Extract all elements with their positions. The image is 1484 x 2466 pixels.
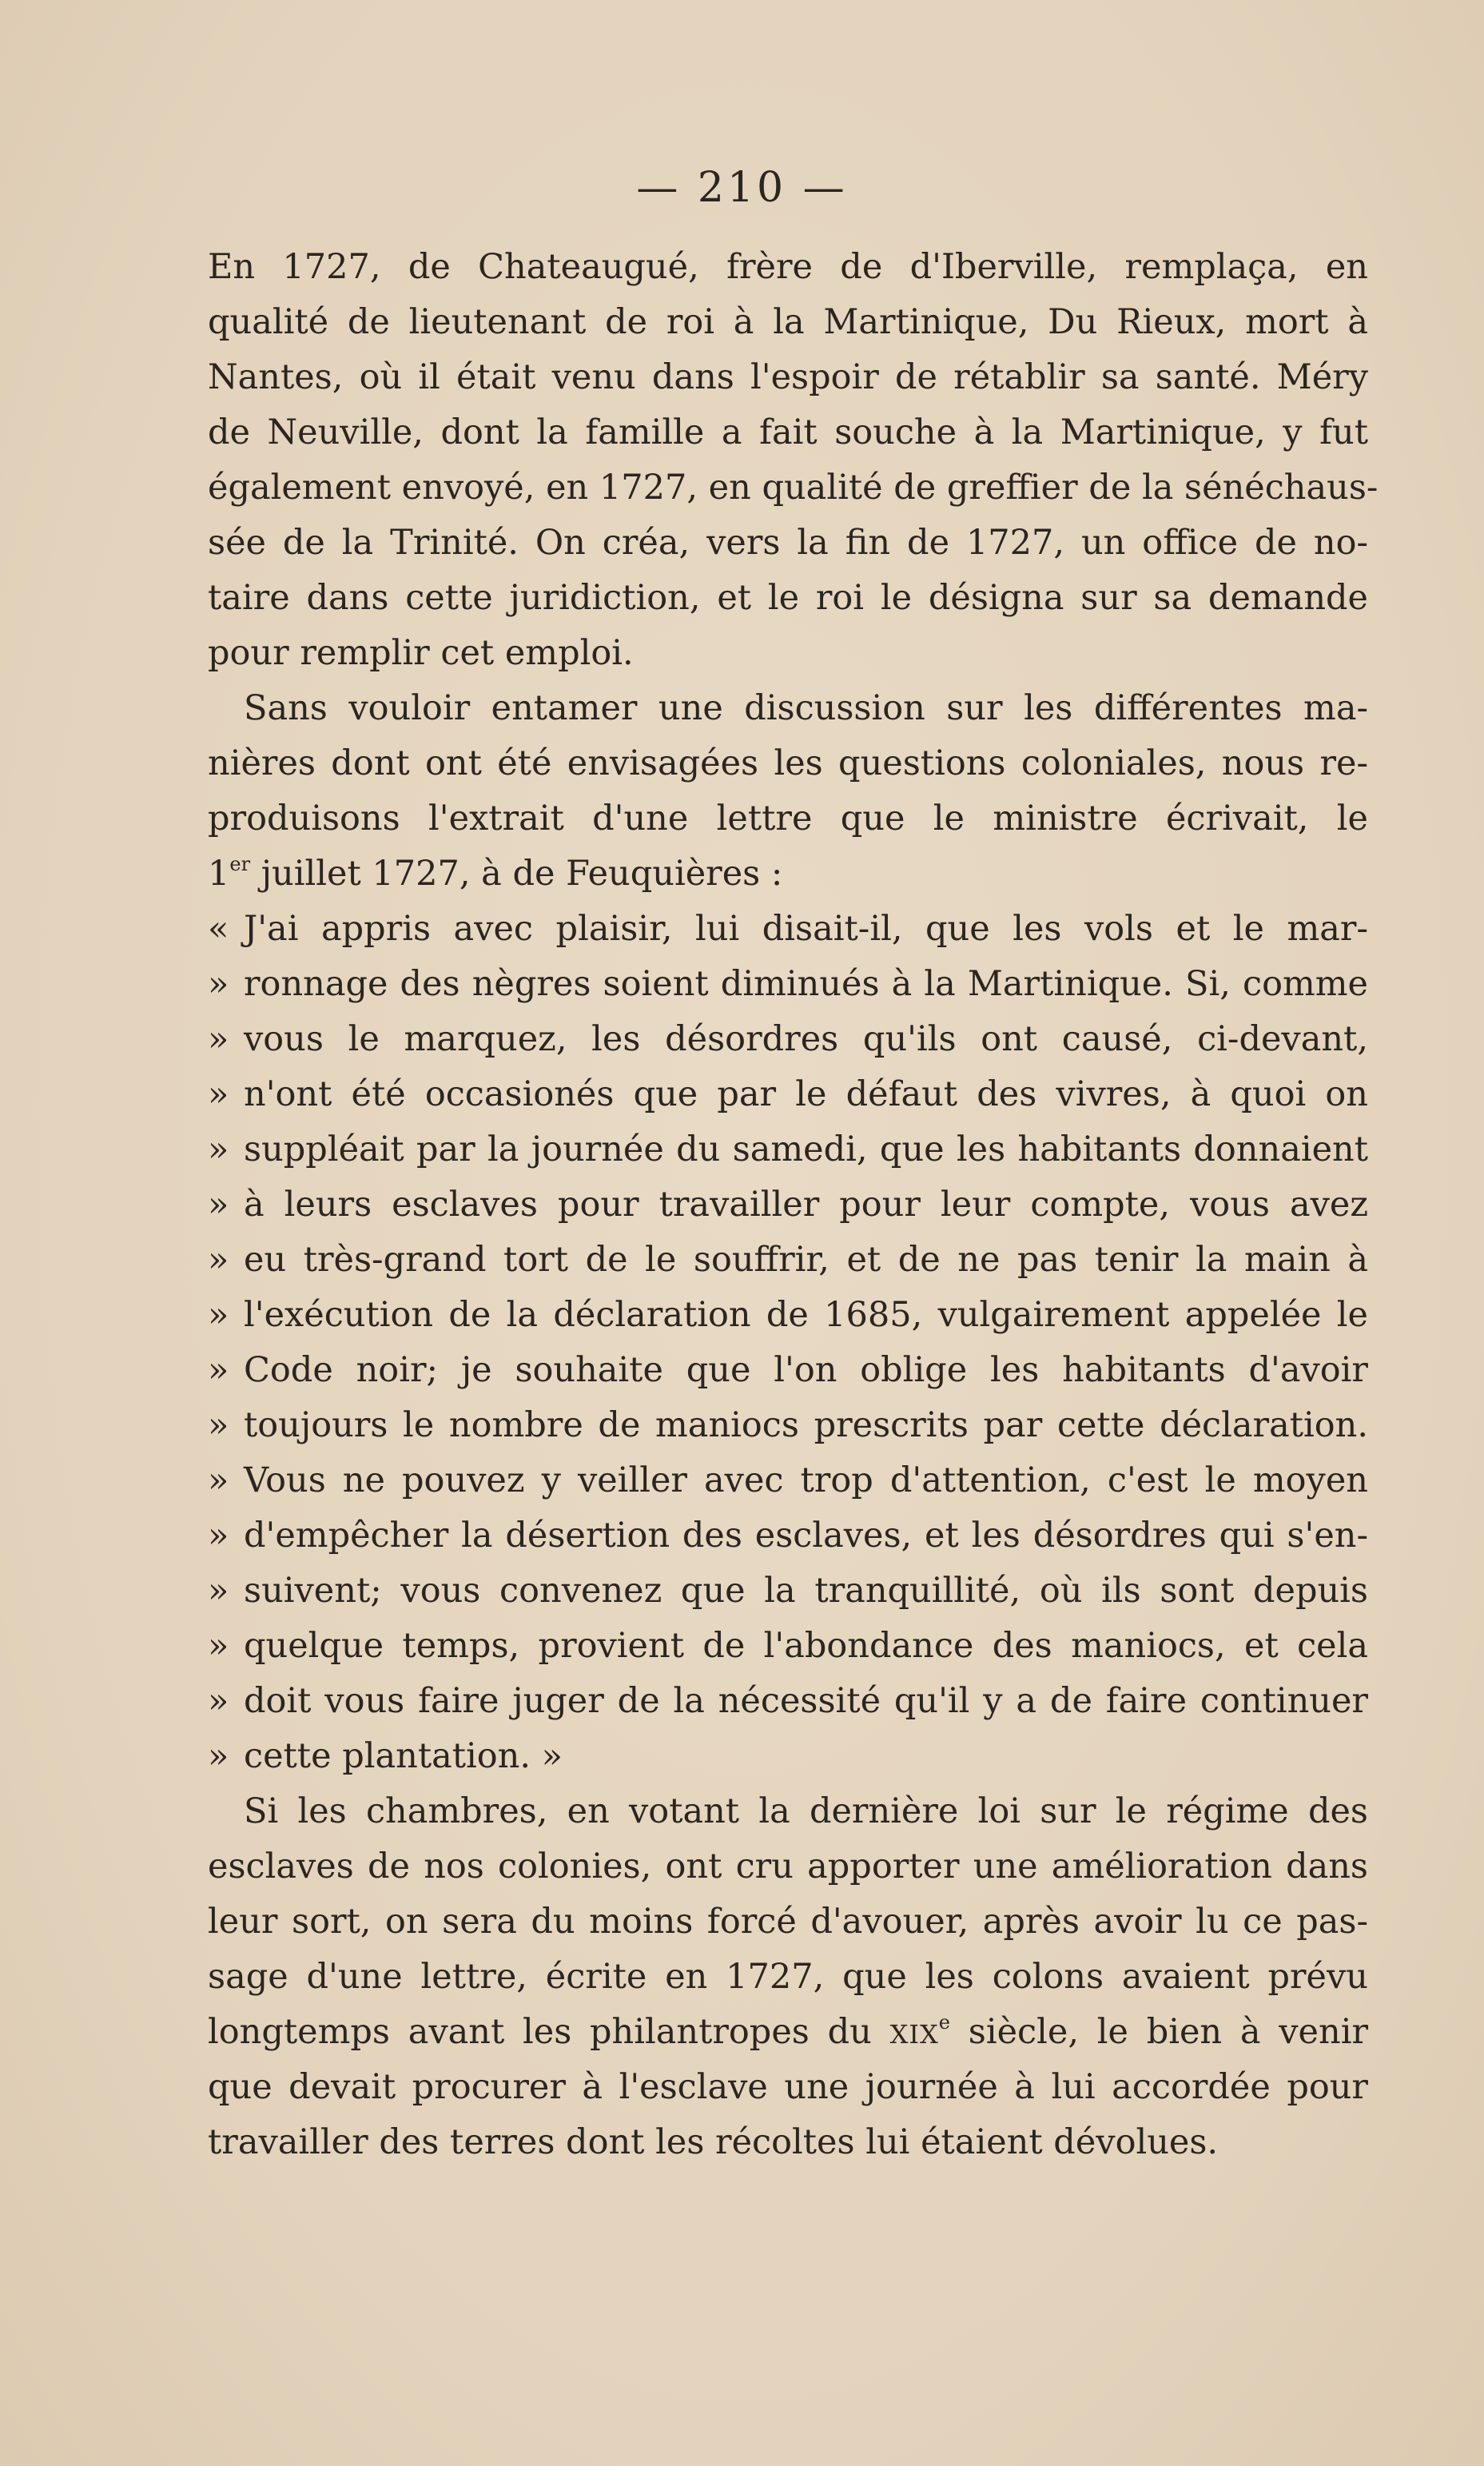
text-line: produisons l'extrait d'une lettre que le ministre écrivait, le [208, 799, 1368, 839]
quote-text: quelque temps, provient de l'abondance des maniocs, et cela [244, 1626, 1368, 1666]
quote-text: ronnage des nègres soient diminués à la Martinique. Si, comme [244, 964, 1368, 1004]
text-line: qualité de lieutenant de roi à la Martinique, Du Rieux, mort à [208, 302, 1368, 342]
text-line: esclaves de nos colonies, ont cru apporter une amélioration dans [208, 1847, 1368, 1886]
quote-mark: » [208, 1019, 229, 1059]
quote-mark: » [208, 1405, 229, 1445]
quote-mark: » [208, 1516, 229, 1556]
page-number: — 210 — [636, 164, 848, 212]
text-segment: longtemps avant les philantropes du [208, 2012, 872, 2052]
quote-mark: « [208, 909, 229, 949]
quote-text: toujours le nombre de maniocs prescrits par cette déclaration. [244, 1405, 1368, 1445]
text-line: nières dont ont été envisagées les questions coloniales, nous re- [208, 743, 1368, 783]
quote-line [208, 1508, 1368, 1564]
quote-line [208, 1067, 1368, 1122]
text-line: Sans vouloir entamer une discussion sur les différentes ma- [244, 688, 1368, 728]
quote-text: Code noir; je souhaite que l'on oblige les habitants d'avoir [244, 1350, 1368, 1390]
quote-mark: » [208, 964, 229, 1004]
text-line: que devait procurer à l'esclave une journée à lui accordée pour [208, 2067, 1368, 2107]
text-line: taire dans cette juridiction, et le roi le désigna sur sa demande [208, 578, 1368, 618]
quote-text: eu très-grand tort de le souffrir, et de ne pas tenir la main à [244, 1240, 1368, 1280]
quote-text: J'ai appris avec plaisir, lui disait-il, que les vols et le mar- [244, 909, 1368, 949]
date-day: 1 [208, 854, 230, 894]
text-line: Si les chambres, en votant la dernière loi sur le régime des [244, 1791, 1368, 1831]
date-ordinal: er [229, 853, 251, 875]
quote-mark: » [208, 1240, 229, 1280]
quote-mark: » [208, 1681, 229, 1721]
text-line: travailler des terres dont les récoltes lui étaient dévolues. [208, 2122, 1219, 2162]
quote-mark: » [208, 1736, 229, 1776]
quote-text: suppléait par la journée du samedi, que les habitants donnaient [244, 1129, 1368, 1169]
quote-line [208, 1233, 1368, 1288]
quote-text: à leurs esclaves pour travailler pour leur compte, vous avez [244, 1185, 1368, 1225]
century-numeral: XIX [889, 2019, 939, 2050]
quote-text: n'ont été occasionés que par le défaut des vivres, à quoi on [244, 1074, 1368, 1114]
text-line: leur sort, on sera du moins forcé d'avouer, après avoir lu ce pas- [208, 1902, 1368, 1942]
text-line: Nantes, où il était venu dans l'espoir de rétablir sa santé. Méry [208, 357, 1368, 397]
quote-mark: » [208, 1129, 229, 1169]
text-line: également envoyé, en 1727, en qualité de greffier de la sénéchaus- [208, 468, 1379, 508]
quote-mark: » [208, 1295, 229, 1335]
text-line [208, 2005, 1368, 2060]
quote-line [208, 902, 1368, 957]
quote-line [208, 1674, 1368, 1729]
quote-line [208, 1177, 1368, 1233]
quote-mark: » [208, 1350, 229, 1390]
quote-line [208, 1564, 1368, 1619]
quote-mark: » [208, 1185, 229, 1225]
century-suffix: e [938, 2011, 950, 2034]
text-line: En 1727, de Chateaugué, frère de d'Iberville, remplaça, en [208, 247, 1368, 287]
quote-line [208, 1729, 1368, 1784]
text-segment: siècle, le bien à venir [968, 2012, 1369, 2052]
quote-line [208, 1288, 1368, 1343]
quote-text: Vous ne pouvez y veiller avec trop d'attention, c'est le moyen [244, 1460, 1368, 1500]
quote-line [208, 1619, 1368, 1674]
quote-text: l'exécution de la déclaration de 1685, vulgairement appelée le [244, 1295, 1368, 1335]
quote-mark: » [208, 1074, 229, 1114]
quote-text: vous le marquez, les désordres qu'ils ont causé, ci-devant, [244, 1019, 1368, 1059]
text-line: sage d'une lettre, écrite en 1727, que les colons avaient prévu [208, 1957, 1368, 1997]
quote-text: cette plantation. » [244, 1736, 563, 1776]
quote-text: suivent; vous convenez que la tranquillité, où ils sont depuis [244, 1571, 1368, 1611]
quote-line [208, 1122, 1368, 1177]
text-line: de Neuville, dont la famille a fait souche à la Martinique, y fut [208, 412, 1368, 452]
quote-mark: » [208, 1571, 229, 1611]
quote-line [208, 1343, 1368, 1398]
quote-line [208, 1398, 1368, 1453]
quote-line [208, 1012, 1368, 1067]
body-text [208, 240, 1379, 2170]
quote-line [208, 957, 1368, 1012]
text-line: sée de la Trinité. On créa, vers la fin de 1727, un office de no- [208, 523, 1368, 563]
quote-text: d'empêcher la désertion des esclaves, et les désordres qui s'en- [244, 1516, 1368, 1556]
text-line: pour remplir cet emploi. [208, 633, 634, 673]
text-line [208, 847, 1368, 902]
quote-line [208, 1453, 1368, 1508]
quote-mark: » [208, 1460, 229, 1500]
quote-text: doit vous faire juger de la nécessité qu'il y a de faire continuer [244, 1681, 1368, 1721]
quote-mark: » [208, 1626, 229, 1666]
date-rest: juillet 1727, à de Feuquières : [261, 854, 783, 894]
